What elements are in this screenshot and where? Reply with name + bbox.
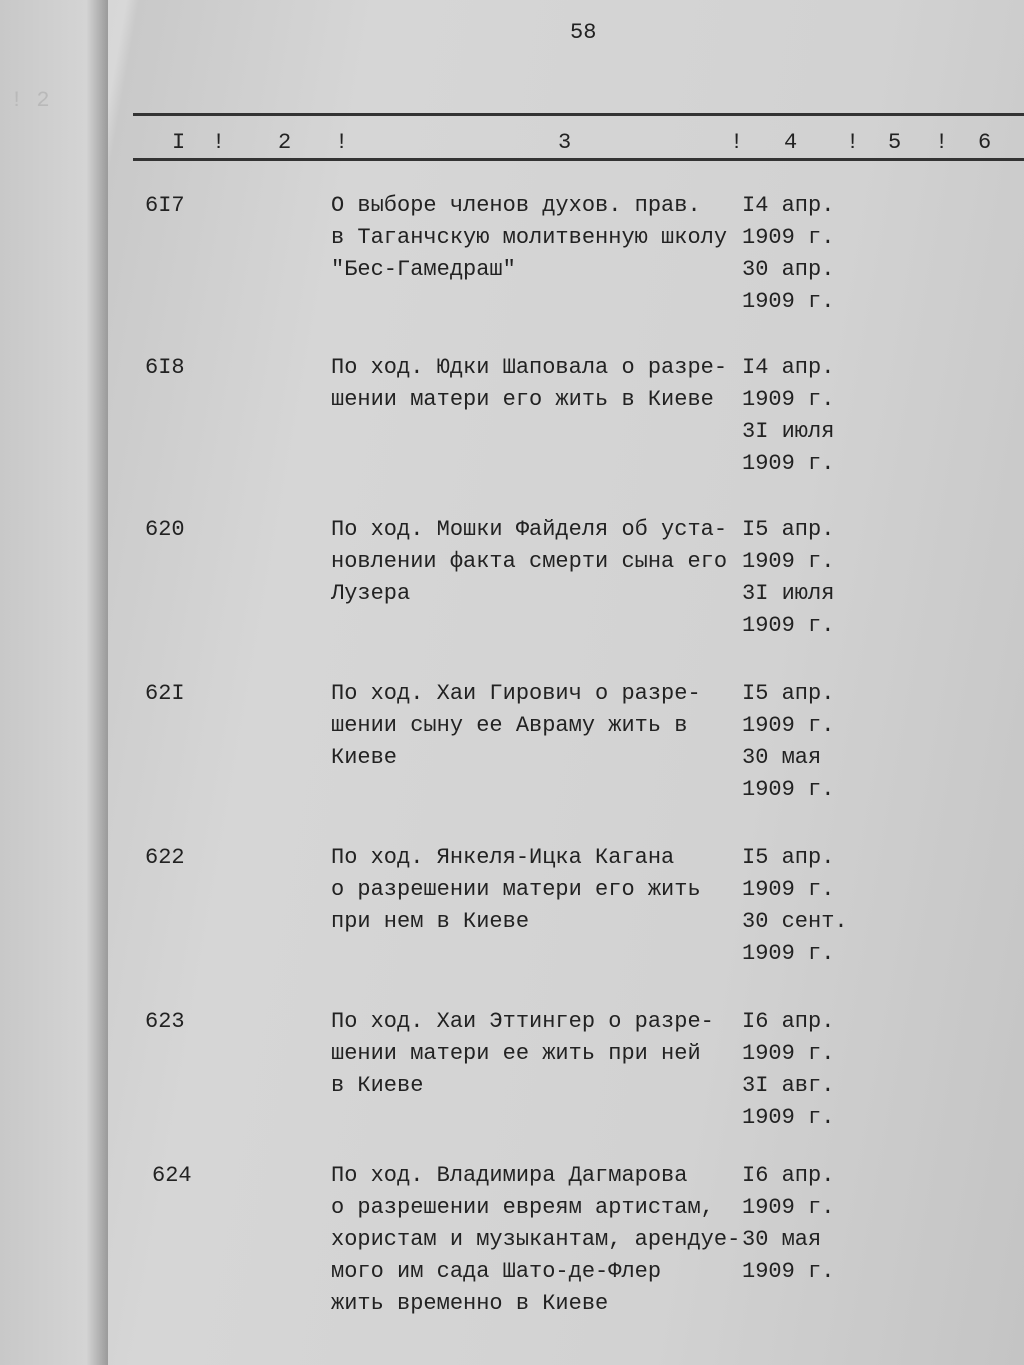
column-header: 6 [978,130,992,155]
entry-number: 623 [145,1009,185,1034]
entry-description [331,1006,714,1102]
entry-dates [742,842,848,970]
entry-dates [742,678,834,806]
description-line: шении матери его жить в Киеве [331,387,714,412]
date-line: 1909 г. [742,1041,835,1066]
entry-dates [742,1160,834,1288]
entry-description [331,352,727,416]
date-line: 1909 г. [742,777,835,802]
date-line: 3I июля [742,581,835,606]
description-line: новлении факта смерти сына его [331,549,728,574]
date-line: I5 апр. [742,845,835,870]
column-separator: ! [935,130,949,155]
page-number: 58 [570,20,597,45]
description-line: жить временно в Киеве [331,1291,609,1316]
description-line: "Бес-Гамедраш" [331,257,516,282]
date-line: I5 апр. [742,517,835,542]
date-line: 1909 г. [742,877,835,902]
description-line: Киеве [331,745,398,770]
description-line: мого им сада Шато-де-Флер [331,1259,662,1284]
column-separator: ! [335,130,349,155]
description-line: хористам и музыкантам, арендуе- [331,1227,741,1252]
date-line: 30 мая [742,745,822,770]
column-separator: ! [846,130,860,155]
description-line: По ход. Мошки Файделя об уста- [331,517,728,542]
column-header: 4 [784,130,798,155]
description-line: Лузера [331,581,411,606]
entry-description [331,1160,740,1320]
column-header: 5 [888,130,902,155]
description-line: По ход. Хаи Гирович о разре- [331,681,701,706]
adjacent-page-edge [0,0,108,1365]
entry-dates [742,514,834,642]
description-line: о разрешении евреям артистам, [331,1195,714,1220]
entry-number: 622 [145,845,185,870]
date-line: 1909 г. [742,225,835,250]
column-header: I [172,130,186,155]
column-separator: ! [730,130,744,155]
description-line: По ход. Юдки Шаповала о разре- [331,355,728,380]
date-line: I5 апр. [742,681,835,706]
description-line: в Таганчскую молитвенную школу [331,225,728,250]
description-line: шении матери ее жить при ней [331,1041,701,1066]
description-line: О выборе членов духов. прав. [331,193,701,218]
description-line: По ход. Янкеля-Ицка Кагана [331,845,675,870]
date-line: I4 апр. [742,355,835,380]
date-line: 1909 г. [742,387,835,412]
date-line: 3I июля [742,419,835,444]
date-line: 30 апр. [742,257,835,282]
entry-description [331,190,727,286]
date-line: 1909 г. [742,549,835,574]
date-line: 3I авг. [742,1073,835,1098]
adjacent-page-fragment: ! 2 [10,88,50,113]
date-line: I6 апр. [742,1009,835,1034]
date-line: I6 апр. [742,1163,835,1188]
date-line: 1909 г. [742,289,835,314]
description-line: По ход. Хаи Эттингер о разре- [331,1009,714,1034]
date-line: 30 мая [742,1227,822,1252]
entry-dates [742,1006,834,1134]
description-line: По ход. Владимира Дагмарова [331,1163,688,1188]
entry-description [331,678,701,774]
entry-number: 624 [152,1163,192,1188]
date-line: 1909 г. [742,451,835,476]
entry-number: 6I7 [145,193,185,218]
entry-dates [742,352,834,480]
date-line: I4 апр. [742,193,835,218]
date-line: 30 сент. [742,909,848,934]
description-line: в Киеве [331,1073,424,1098]
date-line: 1909 г. [742,1105,835,1130]
date-line: 1909 г. [742,613,835,638]
date-line: 1909 г. [742,941,835,966]
description-line: шении сыну ее Авраму жить в [331,713,688,738]
entry-dates [742,190,834,318]
header-bottom-rule [133,158,1024,161]
header-top-rule [133,113,1024,116]
date-line: 1909 г. [742,1195,835,1220]
date-line: 1909 г. [742,1259,835,1284]
description-line: о разрешении матери его жить [331,877,701,902]
entry-number: 6I8 [145,355,185,380]
description-line: при нем в Киеве [331,909,530,934]
entry-description [331,842,701,938]
entry-description [331,514,727,610]
column-header: 2 [278,130,292,155]
entry-number: 62I [145,681,185,706]
entry-number: 620 [145,517,185,542]
column-separator: ! [212,130,226,155]
column-header: 3 [558,130,572,155]
date-line: 1909 г. [742,713,835,738]
